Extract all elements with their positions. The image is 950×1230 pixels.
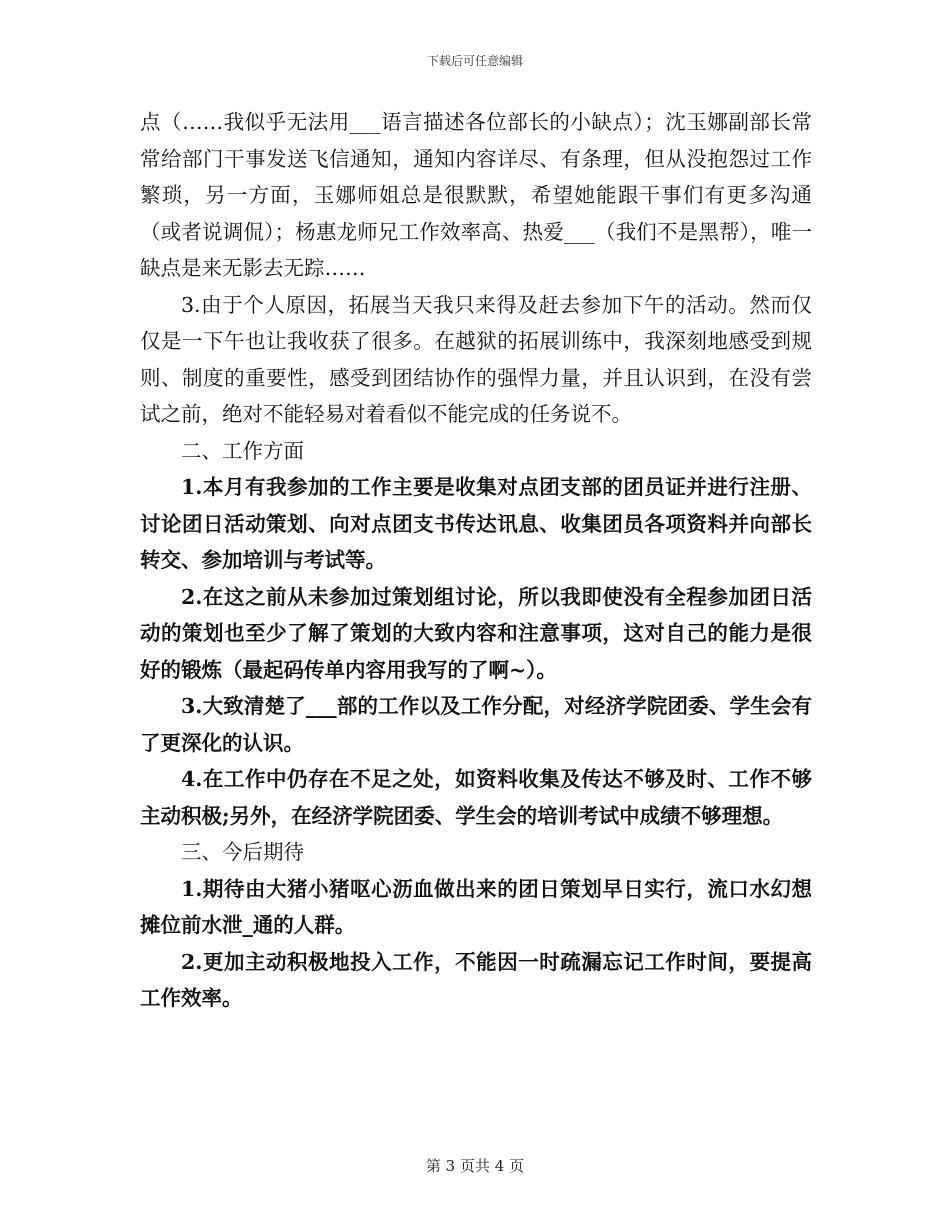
paragraph-expectation-2: 2.更加主动积极地投入工作，不能因一时疏漏忘记工作时间，要提高工作效率。	[140, 949, 812, 1010]
page-footer: 第 3 页共 4 页	[425, 1157, 525, 1175]
section-heading-expectations: 三、今后期待	[181, 840, 304, 864]
paragraph-outreach-activity: 3.由于个人原因，拓展当天我只来得及赶去参加下午的活动。然而仅仅是一下午也让我收获了很多。在越狱的拓展训练中，我深刻地感受到规则、制度的重要性，感受到团结协作的强悍力量，并且认识到，在没有尝试之前，绝对不能轻易对着看似不能完成的任务说不。	[140, 292, 812, 426]
paragraph-work-item-2: 2.在这之前从未参加过策划组讨论，所以我即使没有全程参加团日活动的策划也至少了解了策划的大致内容和注意事项，这对自己的能力是很好的锻炼（最起码传单内容用我写的了啊~）。	[140, 584, 812, 682]
paragraph-expectation-1: 1.期待由大猪小猪呕心沥血做出来的团日策划早日实行，流口水幻想摊位前水泄_通的人群。	[140, 876, 812, 937]
paragraph-work-item-4: 4.在工作中仍存在不足之处，如资料收集及传达不够及时、工作不够主动积极;另外，在经济学院团委、学生会的培训考试中成绩不够理想。	[140, 767, 812, 828]
document-body	[140, 104, 812, 1017]
page-header: 下载后可任意编辑	[426, 54, 523, 68]
section-heading-work: 二、工作方面	[181, 438, 304, 463]
paragraph-work-item-3: 3.大致清楚了___部的工作以及工作分配，对经济学院团委、学生会有了更深化的认识。	[140, 694, 812, 755]
paragraph-department-heads: 点（……我似乎无法用___语言描述各位部长的小缺点）；沈玉娜副部长常常给部门干事发送飞信通知，通知内容详尽、有条理，但从没抱怨过工作繁琐，另一方面，玉娜师姐总是很默默，希望她能跟干事们有更多沟通（或者说调侃）；杨惠龙师兄工作效率高、热爱___（我们不是黑帮），唯一缺点是来无影去无踪……	[140, 110, 812, 280]
paragraph-work-item-1: 1.本月有我参加的工作主要是收集对点团支部的团员证并进行注册、讨论团日活动策划、向对点团支书传达讯息、收集团员各项资料并向部长转交、参加培训与考试等。	[140, 475, 812, 572]
